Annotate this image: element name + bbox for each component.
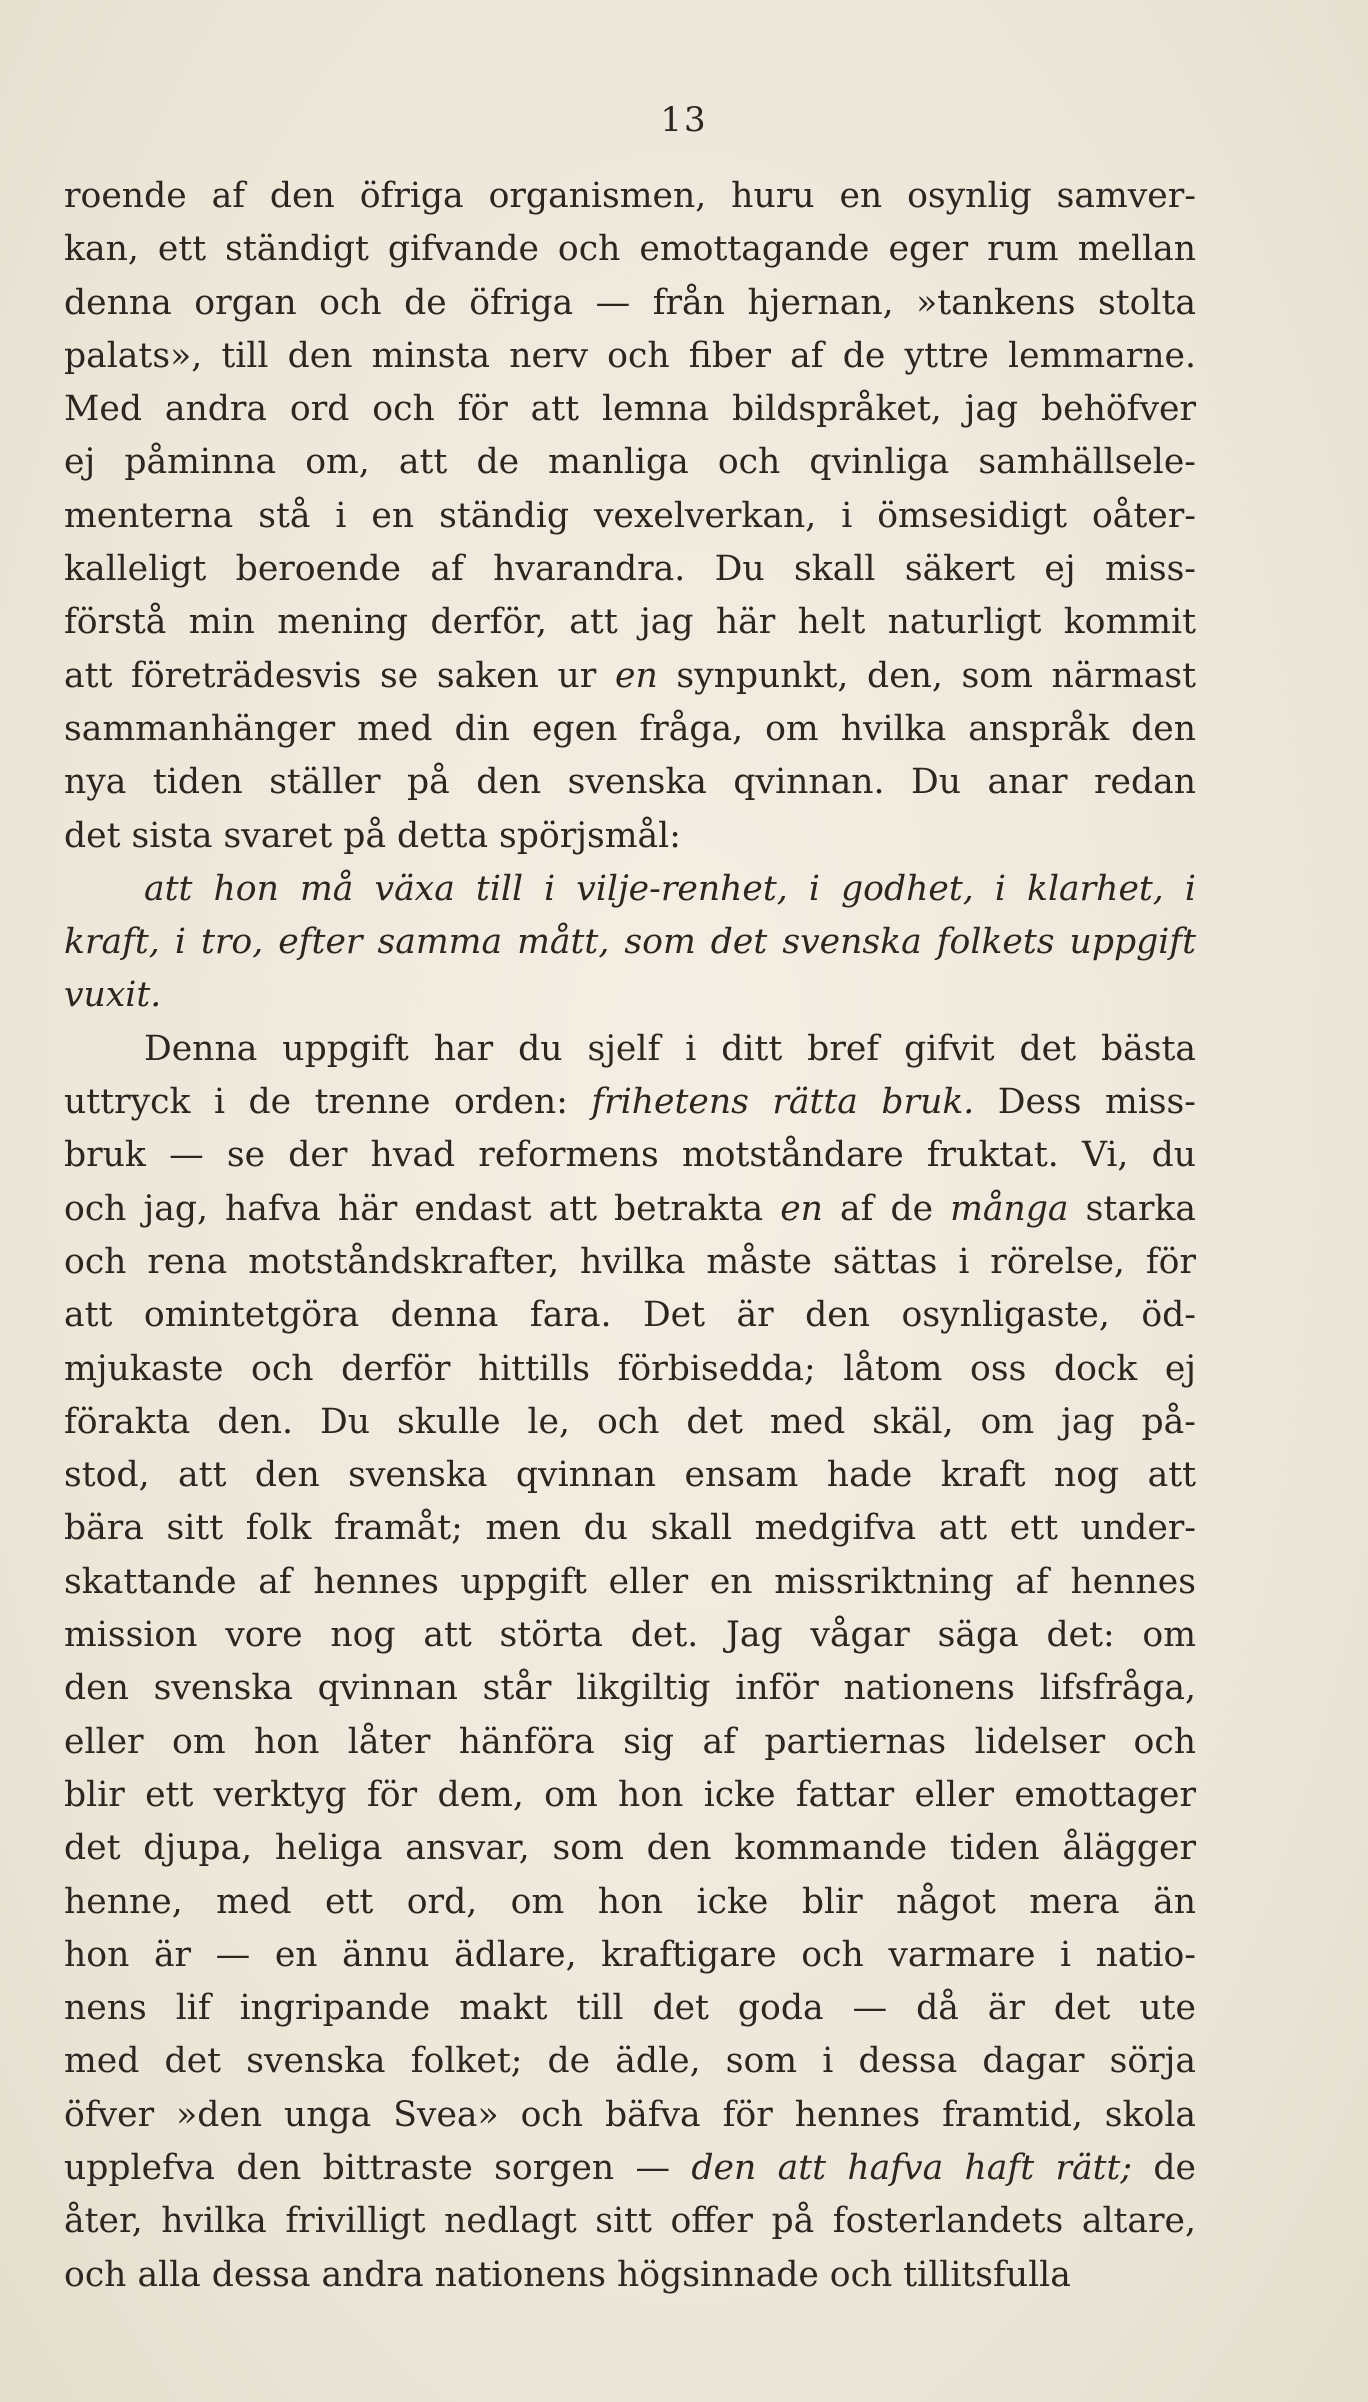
text-line [64, 383, 1196, 436]
text-line [64, 1502, 1196, 1555]
text-line [64, 223, 1196, 276]
text-line [64, 916, 1196, 969]
text-segment: och alla dessa andra nationens högsinnade och tillitsfulla [64, 2254, 1071, 2295]
text-segment: hon är — en ännu ädlare, kraftigare och varmare i natio- [64, 1934, 1196, 1975]
italic-text: många [950, 1188, 1069, 1229]
text-line [64, 596, 1196, 649]
text-line [64, 1716, 1196, 1769]
text-segment: mission vore nog att störta det. Jag vågar säga det: om [64, 1615, 1196, 1656]
text-segment: med det svenska folket; de ädle, som i dessa dagar sörja [64, 2041, 1196, 2082]
italic-text: vuxit. [64, 975, 162, 1016]
text-segment: starka [1068, 1188, 1196, 1229]
text-line [64, 810, 1196, 863]
text-line [64, 1662, 1196, 1715]
text-line [64, 436, 1196, 489]
text-line [64, 330, 1196, 383]
text-segment: förakta den. Du skulle le, och det med skäl, om jag på- [64, 1401, 1196, 1442]
text-segment: blir ett verktyg för dem, om hon icke fattar eller emottager [64, 1774, 1196, 1815]
text-line [64, 1023, 1196, 1076]
text-segment: nens lif ingripande makt till det goda — då är det ute [64, 1988, 1196, 2029]
text-line [64, 703, 1196, 756]
text-line [64, 1449, 1196, 1502]
text-segment: kan, ett ständigt gifvande och emottagande eger rum mellan [64, 229, 1196, 270]
text-segment: eller om hon låter hänföra sig af partiernas lidelser och [64, 1721, 1196, 1762]
text-segment: palats», till den minsta nerv och fiber af de yttre lemmarne. [64, 335, 1196, 376]
text-segment: Denna uppgift har du sjelf i ditt bref gifvit det bästa [144, 1028, 1196, 1069]
text-segment: Dess miss- [974, 1082, 1196, 1123]
text-line [64, 2089, 1196, 2142]
text-line [64, 1822, 1196, 1875]
text-line [64, 1556, 1196, 1609]
text-line [64, 543, 1196, 596]
text-segment: nya tiden ställer på den svenska qvinnan. Du anar redan [64, 762, 1196, 803]
text-segment: och rena motståndskrafter, hvilka måste sättas i rörelse, för [64, 1241, 1196, 1282]
text-line [64, 1396, 1196, 1449]
text-line [64, 1609, 1196, 1662]
text-line [64, 170, 1196, 223]
text-segment: åter, hvilka frivilligt nedlagt sitt offer på fosterlandets altare, [64, 2201, 1196, 2242]
text-line [64, 863, 1196, 916]
text-segment: uttryck i de trenne orden: [64, 1082, 592, 1123]
text-segment: skattande af hennes uppgift eller en missriktning af hennes [64, 1561, 1196, 1602]
text-line [64, 2142, 1196, 2195]
text-segment: henne, med ett ord, om hon icke blir något mera än [64, 1881, 1196, 1922]
text-segment: och jag, hafva här endast att betrakta [64, 1188, 781, 1229]
text-segment: upplefva den bittraste sorgen — [64, 2147, 692, 2188]
text-line [64, 650, 1196, 703]
italic-text: den att hafva haft rätt; [691, 2147, 1133, 2188]
text-segment: Med andra ord och för att lemna bildspråket, jag behöfver [64, 389, 1196, 430]
text-line [64, 1236, 1196, 1289]
text-segment: sammanhänger med din egen fråga, om hvilka anspråk den [64, 708, 1196, 749]
italic-text: en [780, 1188, 823, 1229]
body-text [64, 170, 1196, 2302]
text-segment: det djupa, heliga ansvar, som den kommande tiden ålägger [64, 1828, 1196, 1869]
text-segment: bära sitt folk framåt; men du skall medgifva att ett under- [64, 1508, 1196, 1549]
text-line [64, 1929, 1196, 1982]
text-line [64, 1982, 1196, 2035]
text-line [64, 1076, 1196, 1129]
text-segment: menterna stå i en ständig vexelverkan, i ömsesidigt oåter- [64, 495, 1196, 536]
text-segment: mjukaste och derför hittills förbisedda; låtom oss dock ej [64, 1348, 1196, 1389]
text-line [64, 1769, 1196, 1822]
text-line [64, 1183, 1196, 1236]
text-line [64, 1289, 1196, 1342]
italic-text: kraft, i tro, efter samma mått, som det svenska folkets uppgift [64, 922, 1196, 963]
italic-text: en [614, 655, 658, 696]
italic-text: frihetens rätta bruk. [591, 1082, 975, 1123]
text-line [64, 969, 1196, 1022]
text-segment: ej påminna om, att de manliga och qvinliga samhällsele- [64, 442, 1196, 483]
text-segment: stod, att den svenska qvinnan ensam hade kraft nog att [64, 1455, 1196, 1496]
text-segment: denna organ och de öfriga — från hjernan, »tankens stolta [64, 282, 1196, 323]
text-line [64, 1876, 1196, 1929]
text-line [64, 1343, 1196, 1396]
text-line [64, 2035, 1196, 2088]
text-segment: att omintetgöra denna fara. Det är den osynligaste, öd- [64, 1295, 1196, 1336]
text-segment: det sista svaret på detta spörjsmål: [64, 815, 681, 856]
text-segment: synpunkt, den, som närmast [657, 655, 1196, 696]
text-segment: att företrädesvis se saken ur [64, 655, 615, 696]
page-number: 13 [660, 100, 708, 140]
italic-text: att hon må växa till i vilje-renhet, i godhet, i klarhet, i [144, 868, 1196, 909]
text-segment: förstå min mening derför, att jag här helt naturligt kommit [64, 602, 1196, 643]
text-segment: den svenska qvinnan står likgiltig inför nationens lifsfråga, [64, 1668, 1196, 1709]
text-line [64, 277, 1196, 330]
text-line [64, 490, 1196, 543]
text-segment: de [1132, 2147, 1196, 2188]
text-line [64, 2249, 1196, 2302]
text-segment: kalleligt beroende af hvarandra. Du skall säkert ej miss- [64, 549, 1196, 590]
text-line [64, 756, 1196, 809]
text-segment: bruk — se der hvad reformens motståndare fruktat. Vi, du [64, 1135, 1196, 1176]
text-line [64, 2195, 1196, 2248]
text-segment: öfver »den unga Svea» och bäfva för hennes framtid, skola [64, 2094, 1196, 2135]
text-segment: roende af den öfriga organismen, huru en osynlig samver- [64, 176, 1196, 216]
text-line [64, 1129, 1196, 1182]
text-segment: af de [822, 1188, 951, 1229]
